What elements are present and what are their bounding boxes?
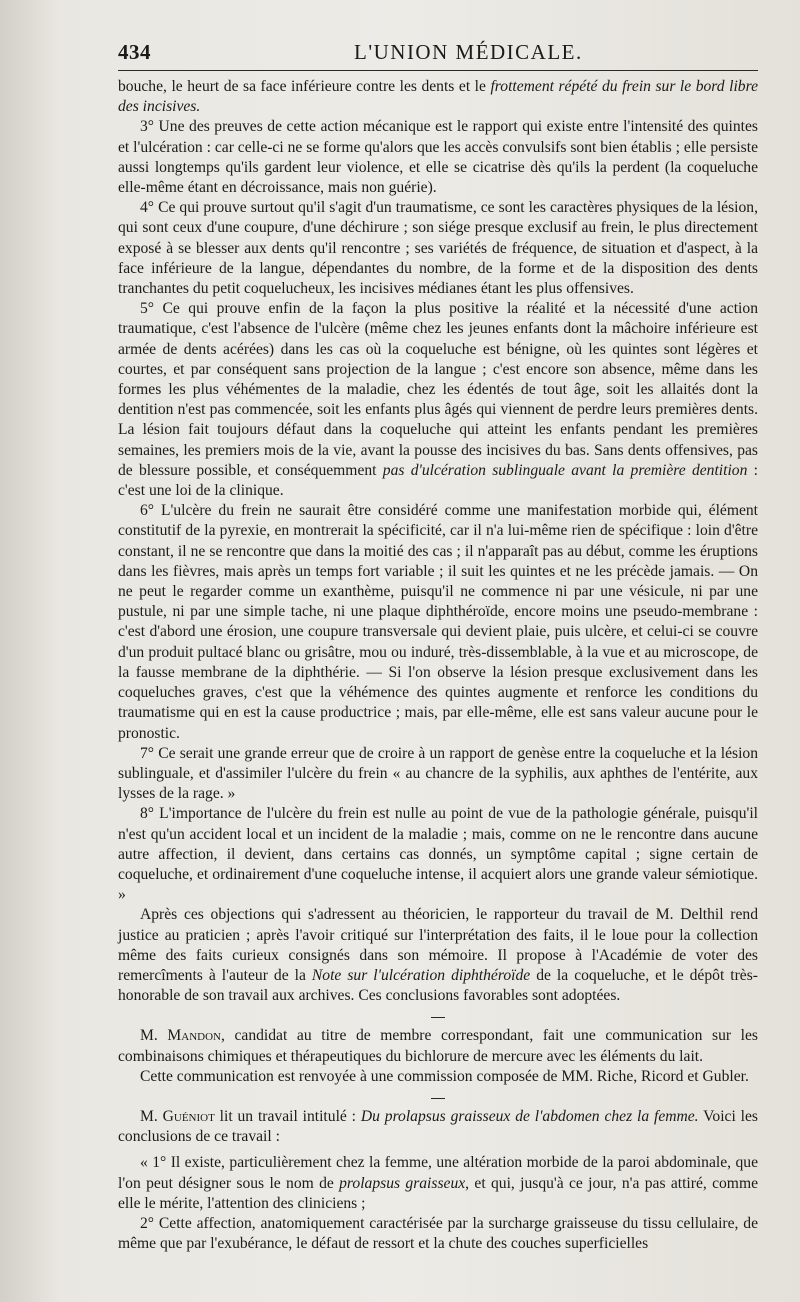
paragraph [118,299,758,501]
paragraph-text: « 1° Il existe, particulièrement chez la femme, une altération morbide de la paroi abdominale, que l'on peut désigner sous le nom de [118,1154,758,1192]
page-number: 434 [118,40,151,64]
paragraph [118,1026,758,1066]
section-separator [118,1089,758,1103]
running-head [118,40,758,71]
paragraph-text: 5° Ce qui prouve enfin de la façon la plus positive la réalité et la nécessité d'une action traumatique, c'est l'absence de l'ulcère (même chez les jeunes enfants dont la mâchoire inférieure est armée de dents acérées) dans les cas où la coqueluche est bénigne, où les quintes sont légères et courtes, et par conséquent sans projection de la langue ; c'est encore son absence, même dans les formes les plus véhémentes de la maladie, chez les édentés de tout âge, soit les allaités dont la dentition n'est pas commencée, soit les enfants plus âgés qui viennent de perdre leurs premières dents. La lésion fait toujours défaut dans la coqueluche qui atteint les enfants pendant les premières semaines, les premiers mois de la vie, avant la pousse des incisives du bas. Sans dents offensives, pas de blessure possible, et conséquemment [118,300,758,479]
italic-phrase: pas d'ulcération sublinguale avant la première dentition [382,461,748,479]
paragraph-text: , candidat au titre de membre correspondant, fait une communication sur les combinaisons chimiques et thérapeutiques du bichlorure de mercure avec les éléments du lait. [118,1027,758,1065]
paragraph: 3° Une des preuves de cette action mécanique est le rapport qui existe entre l'intensité des quintes et l'ulcération : car celle-ci ne se forme qu'alors que les accès convulsifs sont bien établis ; elle persiste aussi longtemps qu'ils gardent leur violence, et elle se cicatrise dès qu'ils la perdent (la coqueluche elle-même étant en décroissance, mais non guérie). [118,118,758,197]
italic-title: Du prolapsus graisseux de l'abdomen chez la femme. [360,1107,699,1125]
paragraph: 8° L'importance de l'ulcère du frein est nulle au point de vue de la pathologie générale, puisqu'il n'est qu'un accident local et un incident de la maladie ; mais, comme on ne le rencontre dans aucune autre affection, il devient, dans certains cas donnés, un symptôme capital ; signe certain de coqueluche, et ordinairement d'une coqueluche intense, il acquiert alors une grande valeur sémiotique. » [118,805,758,904]
paragraph-text: , et qui, jusqu'à ce jour, n'a pas attiré, comme elle le mérite, l'attention des cliniciens ; [118,1174,758,1212]
speaker-name: M. Mandon [140,1027,221,1045]
paragraph-text: Voici les conclusions de ce travail : [118,1107,758,1146]
paragraph: 7° Ce serait une grande erreur que de croire à un rapport de genèse entre la coqueluche et la lésion sublinguale, et d'assimiler l'ulcère du frein « au chancre de la syphilis, aux aphthes de l'entérite, aux lysses de la rage. » [118,744,758,803]
paragraph-text: de la coqueluche, et le dépôt très-honorable de son travail aux archives. Ces conclusions favorables sont adoptées. [118,966,758,1005]
journal-title: L'UNION MÉDICALE. [354,40,583,64]
section-separator [118,1008,758,1022]
paragraph-text: bouche, le heurt de sa face inférieure contre les dents et le [118,78,491,95]
paragraph [118,905,758,1006]
paragraph [118,1107,758,1147]
paragraph-text: : c'est une loi de la clinique. [118,461,758,500]
paragraph [118,77,758,117]
paragraph: Cette communication est renvoyée à une commission composée de MM. Riche, Ricord et Gubler. [140,1067,749,1085]
paragraph-text: Après ces objections qui s'adressent au théoricien, le rapporteur du travail de M. Delthil rend justice au praticien ; après l'avoir critiqué sur l'interprétation des faits, il le loue pour la collection même des faits curieux consignés dans son mémoire. Il propose à l'Académie de voter des remercîments à l'auteur de la [118,906,758,984]
italic-phrase: frottement répété du frein sur le bord libre des incisives. [118,78,758,116]
paragraph-text: lit un travail intitulé : [214,1107,361,1125]
paragraph [118,1153,758,1214]
italic-phrase: prolapsus graisseux [339,1174,466,1192]
italic-phrase: Note sur l'ulcération diphthéroïde [311,966,531,984]
paragraph: 6° L'ulcère du frein ne saurait être considéré comme une manifestation morbide qui, élément constitutif de la pyrexie, en montrerait la spécificité, car il n'a lui-même rien de spécifique : loin d'être constant, il ne se rencontre que dans la moitié des cas ; il n'apparaît pas au début, comme les éruptions dans les fièvres, mais après un temps fort variable ; il suit les quintes et ne les précède jamais. — On ne peut le regarder comme un exanthème, puisqu'il ne commence ni par une vésicule, ni par une pustule, ni par une simple tache, ni une plaque diphthéroïde, encore moins une pseudo-membrane : c'est d'abord une érosion, une coupure transversale qui devient plaie, puis ulcère, et celui-ci se couvre d'un produit pultacé blanc ou grisâtre, mou ou induré, très-dissemblable, à la vue et au microscope, de la fausse membrane de la diphthérie. — Si l'on observe la lésion presque exclusivement dans les coqueluches graves, c'est que la véhémence des quintes augmente et renforce les conditions du traumatisme qui en est la cause productrice ; mais, par elle-même, elle est sans valeur aucune pour le pronostic. [118,502,758,742]
speaker-name: M. Guéniot [140,1107,215,1125]
article-body [118,77,758,1254]
paragraph: 4° Ce qui prouve surtout qu'il s'agit d'un traumatisme, ce sont les caractères physiques de la lésion, qui sont ceux d'une coupure, d'une déchirure ; son siége presque exclusif au frein, le plus directement exposé à se blesser aux dents qu'il rencontre ; ses variétés de fréquence, de situation et d'aspect, à la face inférieure de la langue, dépendantes du nombre, de la forme et de la disposition des dents tranchantes du petit coquelucheux, les incisives médianes étant les plus offensives. [118,199,758,298]
paragraph: 2° Cette affection, anatomiquement caractérisée par la surcharge graisseuse du tissu cellulaire, de même que par l'exubérance, le défaut de ressort et la chute des couches superficielles [118,1214,758,1253]
